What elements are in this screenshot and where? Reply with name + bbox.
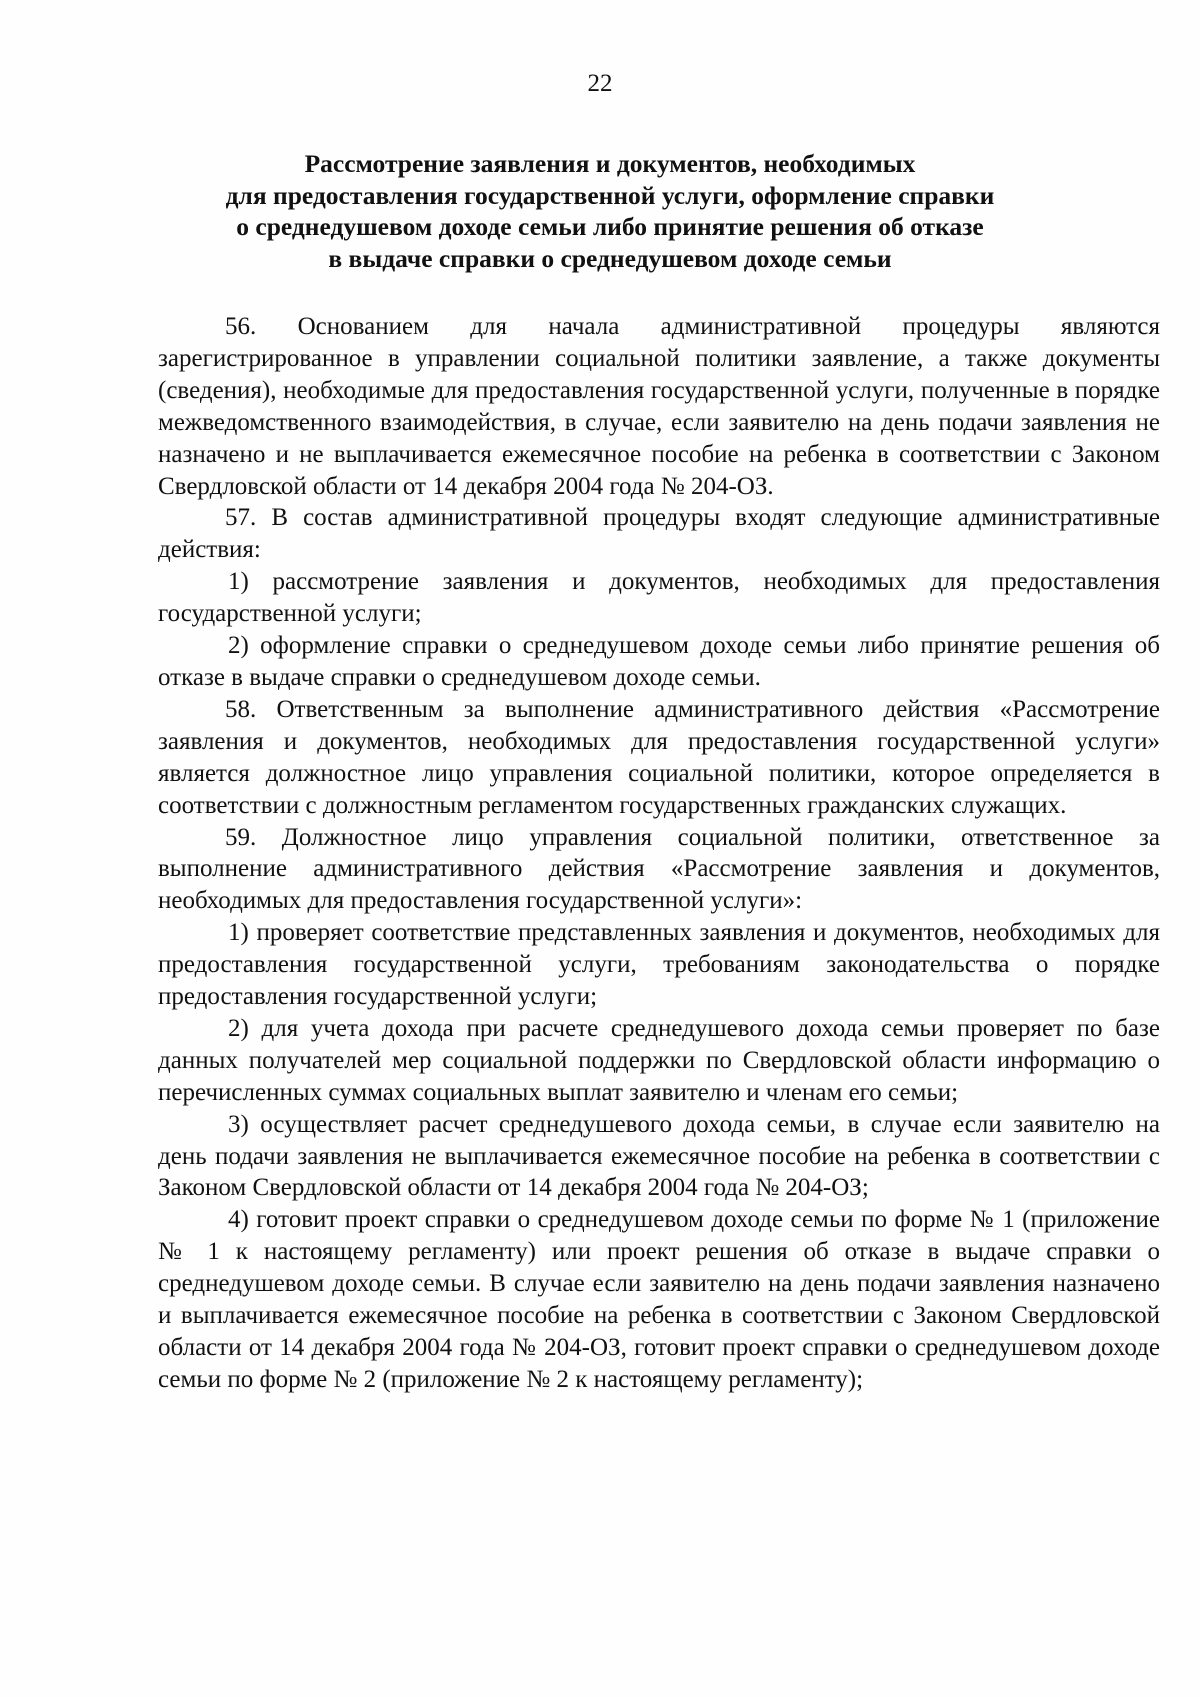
heading-line: о среднедушевом доходе семьи либо принятие решения об отказе <box>236 212 984 241</box>
paragraph-58: 58. Ответственным за выполнение административного действия «Рассмотрение заявления и документов, необходимых для предоставления государственной услуги» является должностное лицо управления социальной политики, которое определяется в соответствии с должностным регламентом государственных гражданских служащих. <box>158 695 1160 819</box>
paragraph-59-item-2: 2) для учета дохода при расчете среднедушевого дохода семьи проверяет по базе данных получателей мер социальной поддержки по Свердловской области информацию о перечисленных суммах социальных выплат заявителю и членам его семьи; <box>158 1014 1160 1106</box>
heading-line: в выдаче справки о среднедушевом доходе семьи <box>328 243 892 273</box>
section-heading <box>160 148 1060 274</box>
paragraph-57: 57. В состав административной процедуры входят следующие административные действия: <box>158 504 1160 564</box>
paragraph-57-item-2: 2) оформление справки о среднедушевом доходе семьи либо принятие решения об отказе в выдаче справки о среднедушевом доходе семьи. <box>158 632 1160 691</box>
paragraph-56: 56. Основанием для начала административной процедуры являются зарегистрированное в управлении социальной политики заявление, а также документы (сведения), необходимые для предоставления государственной услуги, полученные в порядке межведомственного взаимодействия, в случае, если заявителю на день подачи заявления не назначено и не выплачивается ежемесячное пособие на ребенка в соответствии с Законом Свердловской области от 14 декабря 2004 года № 204-ОЗ. <box>158 313 1160 500</box>
paragraph-59: 59. Должностное лицо управления социальной политики, ответственное за выполнение административного действия «Рассмотрение заявления и документов, необходимых для предоставления государственной услуги»: <box>158 823 1160 915</box>
paragraph-59-item-3: 3) осуществляет расчет среднедушевого дохода семьи, в случае если заявителю на день подачи заявления не выплачивается ежемесячное пособие на ребенка в соответствии с Законом Свердловской области от 14 декабря 2004 года № 204-ОЗ; <box>158 1110 1160 1202</box>
heading-line: для предоставления государственной услуги, оформление справки <box>225 180 995 210</box>
page-number: 22 <box>587 70 613 97</box>
heading-line: Рассмотрение заявления и документов, необходимых <box>304 149 916 178</box>
paragraph-59-item-1: 1) проверяет соответствие представленных заявления и документов, необходимых для предоставления государственной услуги, требованиям законодательства о порядке предоставления государственной услуги; <box>158 919 1160 1011</box>
document-body <box>158 311 1160 1396</box>
paragraph-59-item-4: 4) готовит проект справки о среднедушевом доходе семьи по форме № 1 (приложение № 1 к настоящему регламенту) или проект решения об отказе в выдаче справки о среднедушевом доходе семьи. В случае если заявителю на день подачи заявления назначено и выплачивается ежемесячное пособие на ребенка в соответствии с Законом Свердловской области от 14 декабря 2004 года № 204-ОЗ, готовит проект справки о среднедушевом доходе семьи по форме № 2 (приложение № 2 к настоящему регламенту); <box>158 1206 1160 1393</box>
paragraph-57-item-1: 1) рассмотрение заявления и документов, необходимых для предоставления государственной услуги; <box>158 568 1160 628</box>
